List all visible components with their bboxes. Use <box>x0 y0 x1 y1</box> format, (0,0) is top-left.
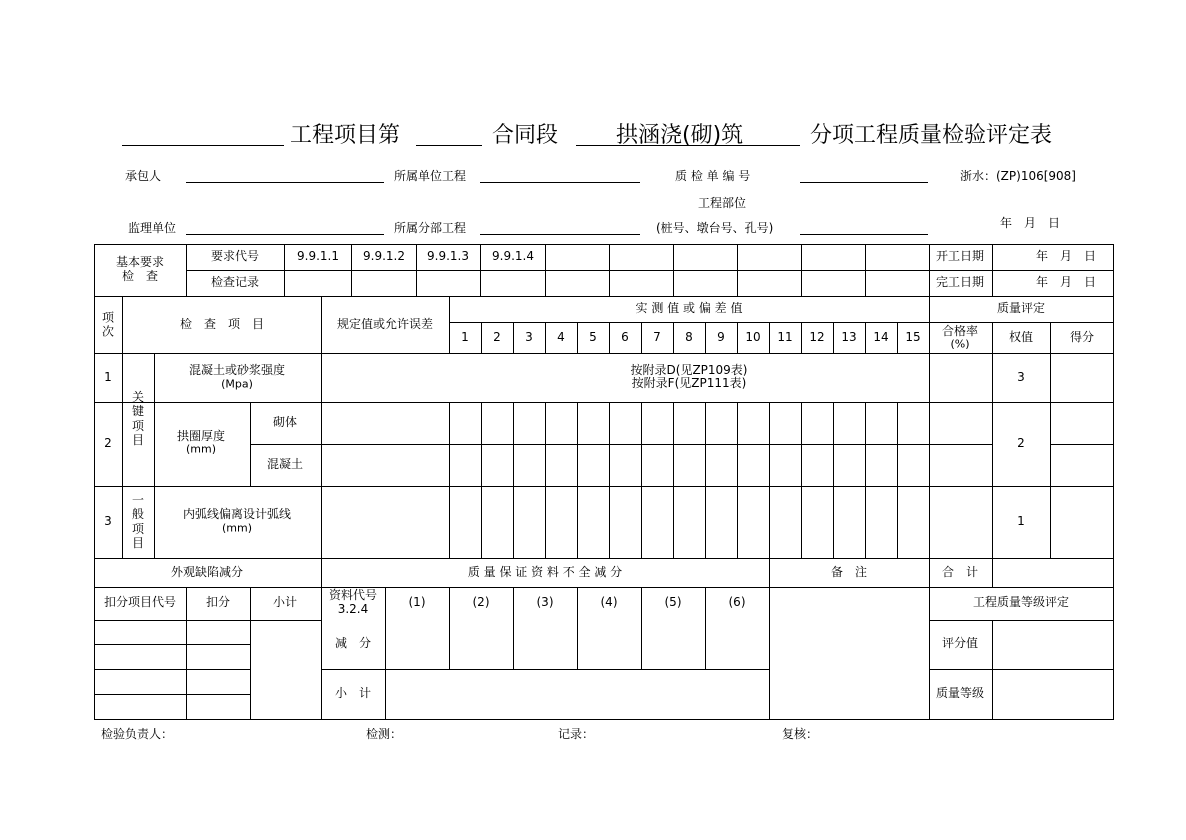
header-date: 年 月 日 <box>1000 216 1061 230</box>
code-label: 要求代号 <box>210 249 260 264</box>
deduct-header: 扣分 <box>205 595 231 610</box>
doc-item-3: (3) <box>536 595 554 610</box>
row2-sub-concrete: 混凝土 <box>266 457 304 472</box>
row1-no: 1 <box>104 370 112 385</box>
location-hint: (桩号、墩台号、孔号) <box>656 221 774 235</box>
check-item-header: 检 查 项 目 <box>179 317 265 332</box>
location-label: 工程部位 <box>698 196 747 210</box>
row3-weight: 1 <box>1017 514 1025 529</box>
form-code: 浙水：(ZP)106[908] <box>960 169 1076 183</box>
grade-label: 质量等级 <box>935 686 985 701</box>
supervisor-label: 监理单位 <box>128 221 177 235</box>
row1-unit: (Mpa) <box>221 377 253 391</box>
col-num-11: 11 <box>777 330 793 345</box>
remark-label: 备 注 <box>830 565 868 580</box>
basic-label-2: 检 查 <box>121 269 159 284</box>
title-part4: 分项工程质量检验评定表 <box>810 123 1053 148</box>
col-num-3: 3 <box>525 330 533 345</box>
footer-tester: 检测： <box>366 727 403 741</box>
footer-inspector-lead: 检验负责人： <box>101 727 174 741</box>
row2-name: 拱圈厚度 <box>176 429 226 444</box>
score-value-label: 评分值 <box>941 636 979 651</box>
col-num-10: 10 <box>745 330 761 345</box>
key-group-label: 关键项目 <box>131 390 144 448</box>
subtotal-header: 小计 <box>272 595 298 610</box>
col-num-9: 9 <box>717 330 725 345</box>
grade-eval-header: 工程质量等级评定 <box>972 595 1070 610</box>
subtotal2-label: 小 计 <box>334 686 372 701</box>
inspection-form <box>94 244 1114 720</box>
start-date-value: 年 月 日 <box>1035 249 1097 264</box>
code-1: 9.9.1.1 <box>297 249 339 264</box>
pass-rate-unit: (%) <box>950 337 970 351</box>
footer-recorder: 记录： <box>558 727 595 741</box>
doc-item-6: (6) <box>728 595 746 610</box>
total-label: 合 计 <box>941 565 979 580</box>
col-num-13: 13 <box>841 330 857 345</box>
col-num-2: 2 <box>493 330 501 345</box>
allowed-header: 规定值或允许误差 <box>336 317 434 332</box>
col-num-5: 5 <box>589 330 597 345</box>
col-num-7: 7 <box>653 330 661 345</box>
doc-item-5: (5) <box>664 595 682 610</box>
col-num-14: 14 <box>873 330 889 345</box>
doc-item-1: (1) <box>408 595 426 610</box>
code-2: 9.9.1.2 <box>363 249 405 264</box>
basic-label-1: 基本要求 <box>115 255 165 270</box>
general-group-label: 一般项目 <box>131 493 144 551</box>
row3-name: 内弧线偏离设计弧线 <box>182 507 292 522</box>
pass-rate-header: 合格率 <box>941 324 979 339</box>
col-num-1: 1 <box>461 330 469 345</box>
col-num-8: 8 <box>685 330 693 345</box>
weight-header: 权值 <box>1008 330 1034 345</box>
measured-header: 实 测 值 或 偏 差 值 <box>635 301 743 316</box>
row3-no: 3 <box>104 514 112 529</box>
reduce-label: 减 分 <box>334 636 372 651</box>
title-part2: 合同段 <box>492 123 559 148</box>
title-part3: 拱涵浇(砌)筑 <box>616 123 744 148</box>
contractor-label: 承包人 <box>125 169 162 183</box>
subsection-label: 所属分部工程 <box>394 221 467 235</box>
start-date-label: 开工日期 <box>935 249 985 264</box>
col-num-15: 15 <box>905 330 921 345</box>
doc-item-2: (2) <box>472 595 490 610</box>
row1-note-2: 按附录F(见ZP111表) <box>631 376 747 391</box>
doc-code-label: 资料代号 <box>328 588 378 603</box>
title-part1: 工程项目第 <box>290 123 401 148</box>
code-4: 9.9.1.4 <box>492 249 534 264</box>
row1-note-1: 按附录D(见ZP109表) <box>630 363 748 378</box>
row1-weight: 3 <box>1017 370 1025 385</box>
col-num-12: 12 <box>809 330 825 345</box>
unit-project-label: 所属单位工程 <box>394 169 467 183</box>
end-date-value: 年 月 日 <box>1035 275 1097 290</box>
doc-deduct-label: 质 量 保 证 资 料 不 全 减 分 <box>467 565 623 580</box>
score-header: 得分 <box>1069 330 1095 345</box>
row2-sub-masonry: 砌体 <box>272 415 298 430</box>
col-num-6: 6 <box>621 330 629 345</box>
footer-reviewer: 复核： <box>782 727 819 741</box>
row3-unit: (mm) <box>221 521 253 535</box>
row1-name: 混凝土或砂浆强度 <box>188 363 286 378</box>
row2-weight: 2 <box>1017 436 1025 451</box>
record-label: 检查记录 <box>210 275 260 290</box>
code-3: 9.9.1.3 <box>427 249 469 264</box>
doc-item-4: (4) <box>600 595 618 610</box>
end-date-label: 完工日期 <box>935 275 985 290</box>
row2-no: 2 <box>104 436 112 451</box>
item-no-header: 项次 <box>101 310 114 339</box>
quality-eval-header: 质量评定 <box>996 301 1046 316</box>
doc-code-value: 3.2.4 <box>337 602 369 617</box>
row2-unit: (mm) <box>185 442 217 456</box>
col-num-4: 4 <box>557 330 565 345</box>
appearance-deduct-label: 外观缺陷减分 <box>170 565 244 580</box>
deduct-code-header: 扣分项目代号 <box>103 595 177 610</box>
inspection-no-label: 质 检 单 编 号 <box>675 169 751 183</box>
